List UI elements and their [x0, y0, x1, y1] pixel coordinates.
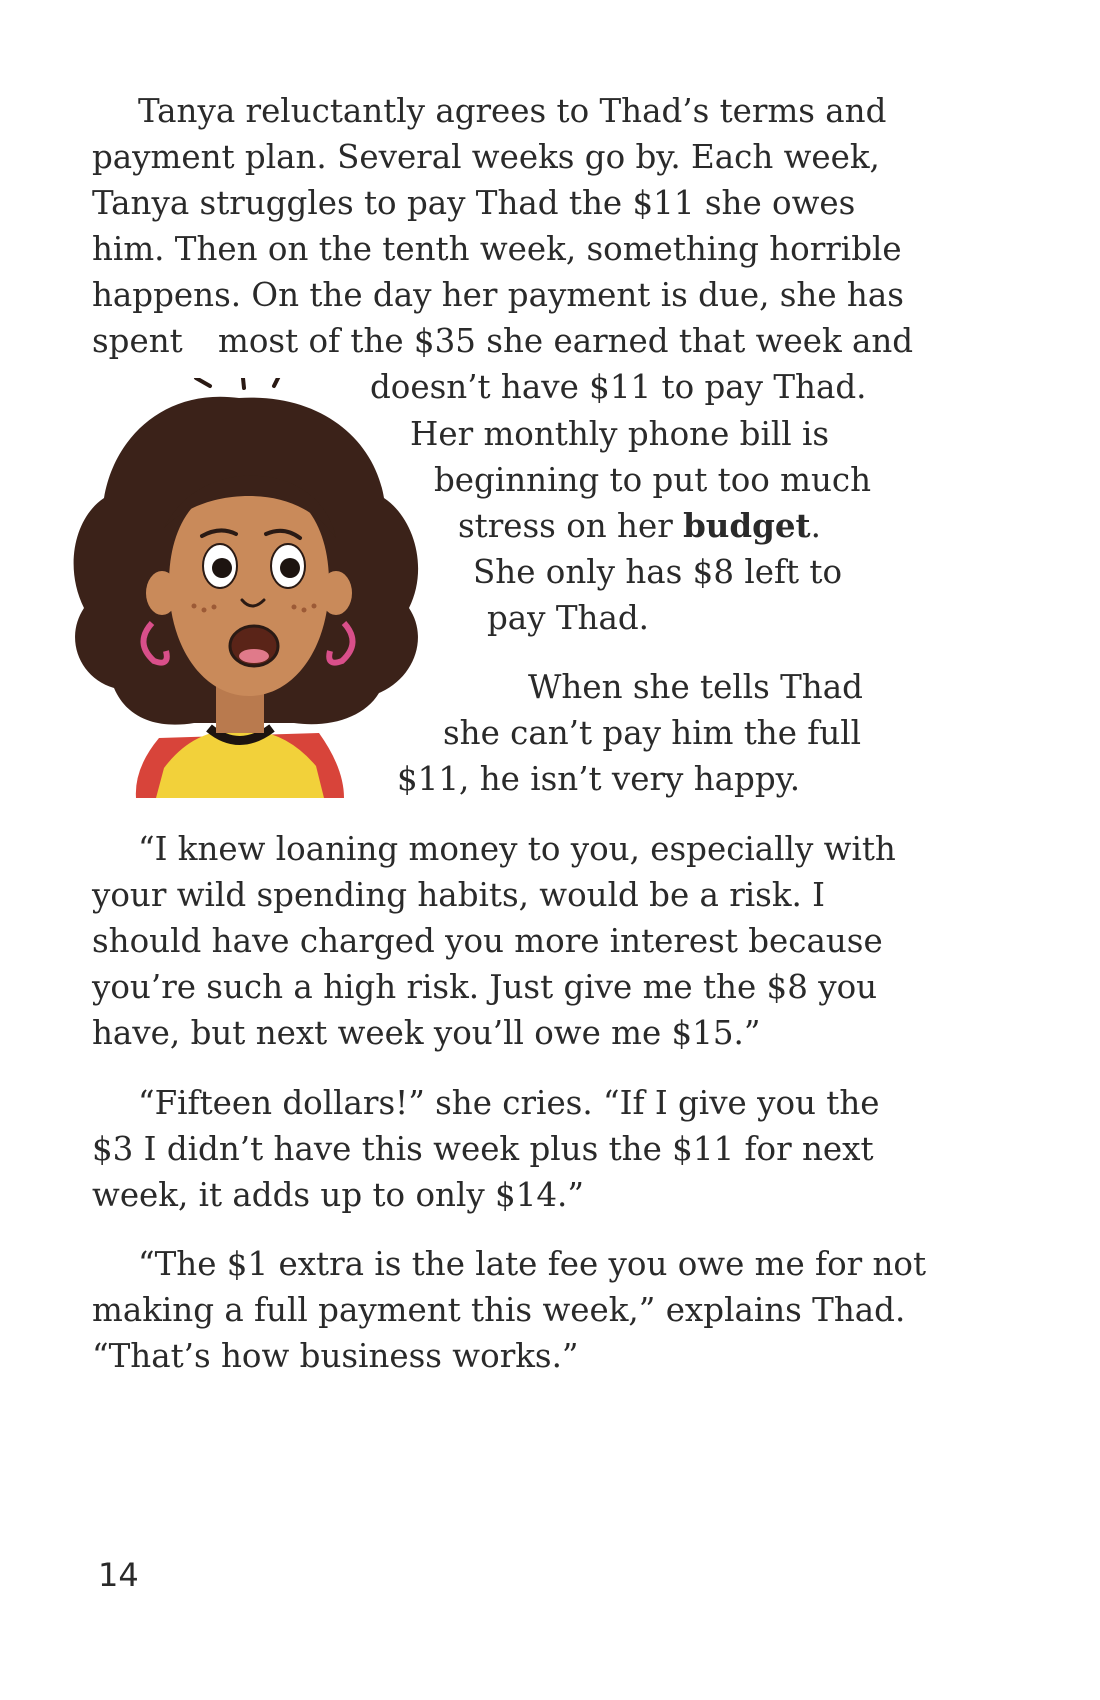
text-line: She only has $8 left to: [473, 553, 843, 591]
text-line: Tanya struggles to pay Thad the $11 she owes: [92, 184, 856, 222]
text-line: doesn’t have $11 to pay Thad.: [370, 368, 867, 406]
text-line: “Fifteen dollars!” she cries. “If I give you the: [138, 1084, 880, 1122]
text-line: your wild spending habits, would be a risk. I: [92, 876, 826, 914]
text-line: beginning to put too much: [434, 461, 872, 499]
text-line: him. Then on the tenth week, something horrible: [92, 230, 902, 268]
text-line: happens. On the day her payment is due, she has: [92, 276, 904, 314]
text-line: $3 I didn’t have this week plus the $11 for next: [92, 1130, 874, 1168]
text-line: When she tells Thad: [528, 668, 863, 706]
text-line: “I knew loaning money to you, especially with: [138, 830, 896, 868]
text-line: she can’t pay him the full: [443, 714, 862, 752]
text-line: payment plan. Several weeks go by. Each week,: [92, 138, 880, 176]
text-line: “That’s how business works.”: [92, 1337, 579, 1375]
text-line: week, it adds up to only $14.”: [92, 1176, 585, 1214]
text-line: spent: [92, 322, 183, 360]
surprised-girl-illustration: [44, 378, 494, 848]
text-line: you’re such a high risk. Just give me the $8 you: [92, 968, 878, 1006]
vocabulary-word-budget: budget: [683, 506, 811, 545]
surprise-lines: [196, 378, 282, 388]
right-pupil: [280, 558, 300, 578]
tongue: [239, 649, 269, 663]
text-line: Her monthly phone bill is: [410, 415, 830, 453]
text-line: have, but next week you’ll owe me $15.”: [92, 1014, 761, 1052]
page-number: 14: [98, 1556, 139, 1594]
left-pupil: [212, 558, 232, 578]
text-line: most of the $35 she earned that week and: [218, 322, 914, 360]
text-line: pay Thad.: [487, 599, 649, 637]
text-segment: stress on her: [458, 507, 684, 545]
text-line: “The $1 extra is the late fee you owe me for not: [138, 1245, 927, 1283]
text-line: [458, 506, 821, 546]
text-line: $11, he isn’t very happy.: [397, 760, 801, 798]
text-line: Tanya reluctantly agrees to Thad’s terms and: [138, 92, 887, 130]
text-segment: .: [810, 507, 821, 545]
text-line: should have charged you more interest because: [92, 922, 883, 960]
text-line: making a full payment this week,” explains Thad.: [92, 1291, 906, 1329]
